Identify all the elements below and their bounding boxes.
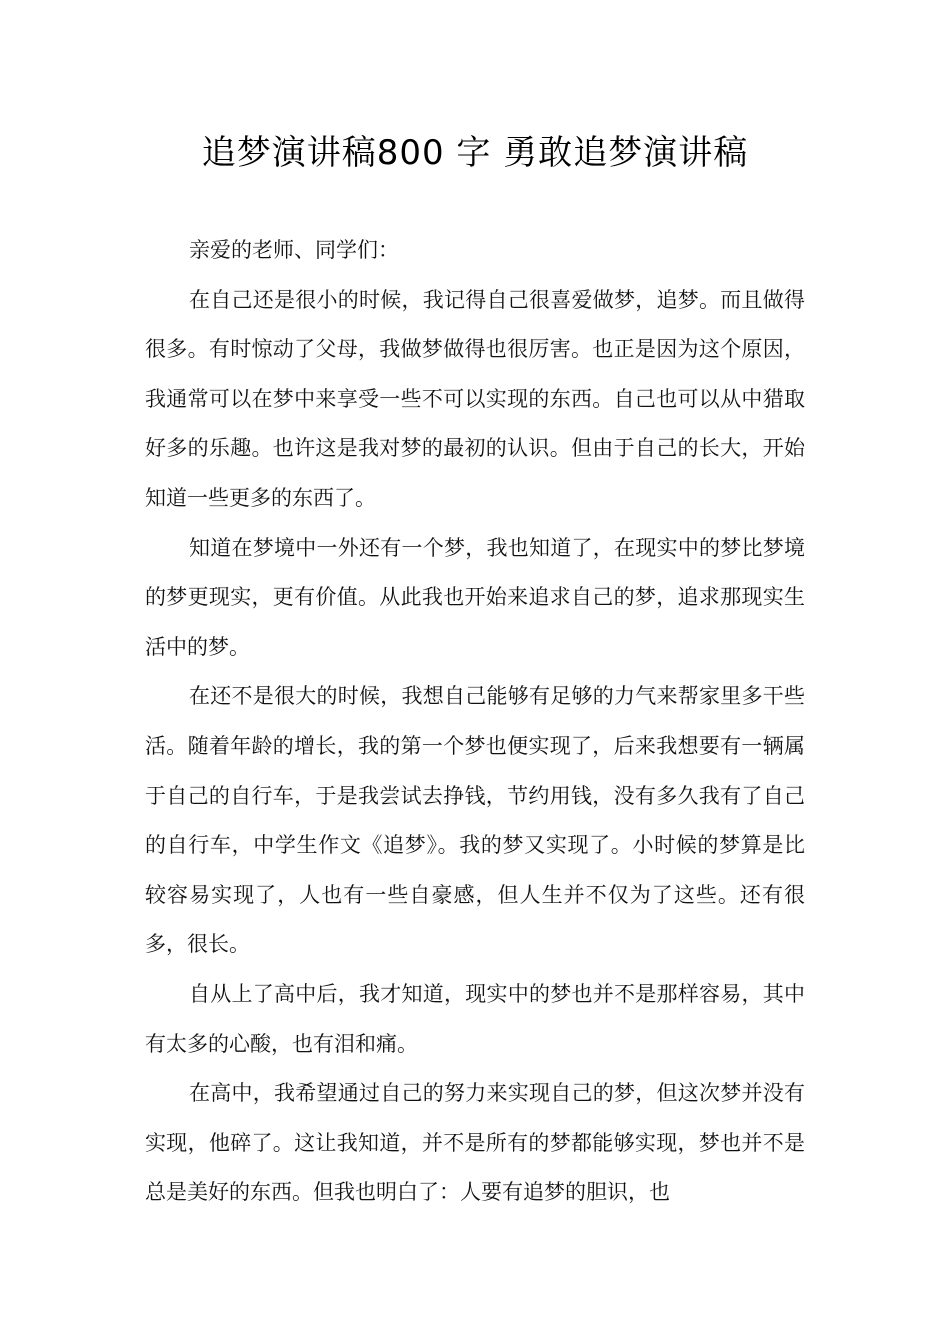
- paragraph-3: 在还不是很大的时候，我想自己能够有足够的力气来帮家里多干些活。随着年龄的增长，我的第一个梦也便实现了，后来我想要有一辆属于自己的自行车，于是我尝试去挣钱，节约用钱，没有多久我有了自己的自行车，中学生作文《追梦》。我的梦又实现了。小时候的梦算是比较容易实现了，人也有一些自豪感，但人生并不仅为了这些。还有很多，很长。: [145, 684, 805, 957]
- document-title: 追梦演讲稿800 字 勇敢追梦演讲稿: [201, 133, 749, 173]
- paragraph-1: 在自己还是很小的时候，我记得自己很喜爱做梦，追梦。而且做得很多。有时惊动了父母，我做梦做得也很厉害。也正是因为这个原因，我通常可以在梦中来享受一些不可以实现的东西。自己也可以从中猎取好多的乐趣。也许这是我对梦的最初的认识。但由于自己的长大，开始知道一些更多的东西了。: [145, 287, 805, 510]
- paragraph-2: 知道在梦境中一外还有一个梦，我也知道了，在现实中的梦比梦境的梦更现实，更有价值。从此我也开始来追求自己的梦，追求那现实生活中的梦。: [145, 535, 805, 659]
- document-body: [145, 226, 805, 1218]
- paragraph-4: 自从上了高中后，我才知道，现实中的梦也并不是那样容易，其中有太多的心酸，也有泪和痛。: [145, 981, 805, 1056]
- paragraph-5: 在高中，我希望通过自己的努力来实现自己的梦，但这次梦并没有实现，他碎了。这让我知道，并不是所有的梦都能够实现，梦也并不是总是美好的东西。但我也明白了：人要有追梦的胆识，也: [145, 1081, 805, 1205]
- paragraph-greeting: 亲爱的老师、同学们：: [189, 238, 399, 262]
